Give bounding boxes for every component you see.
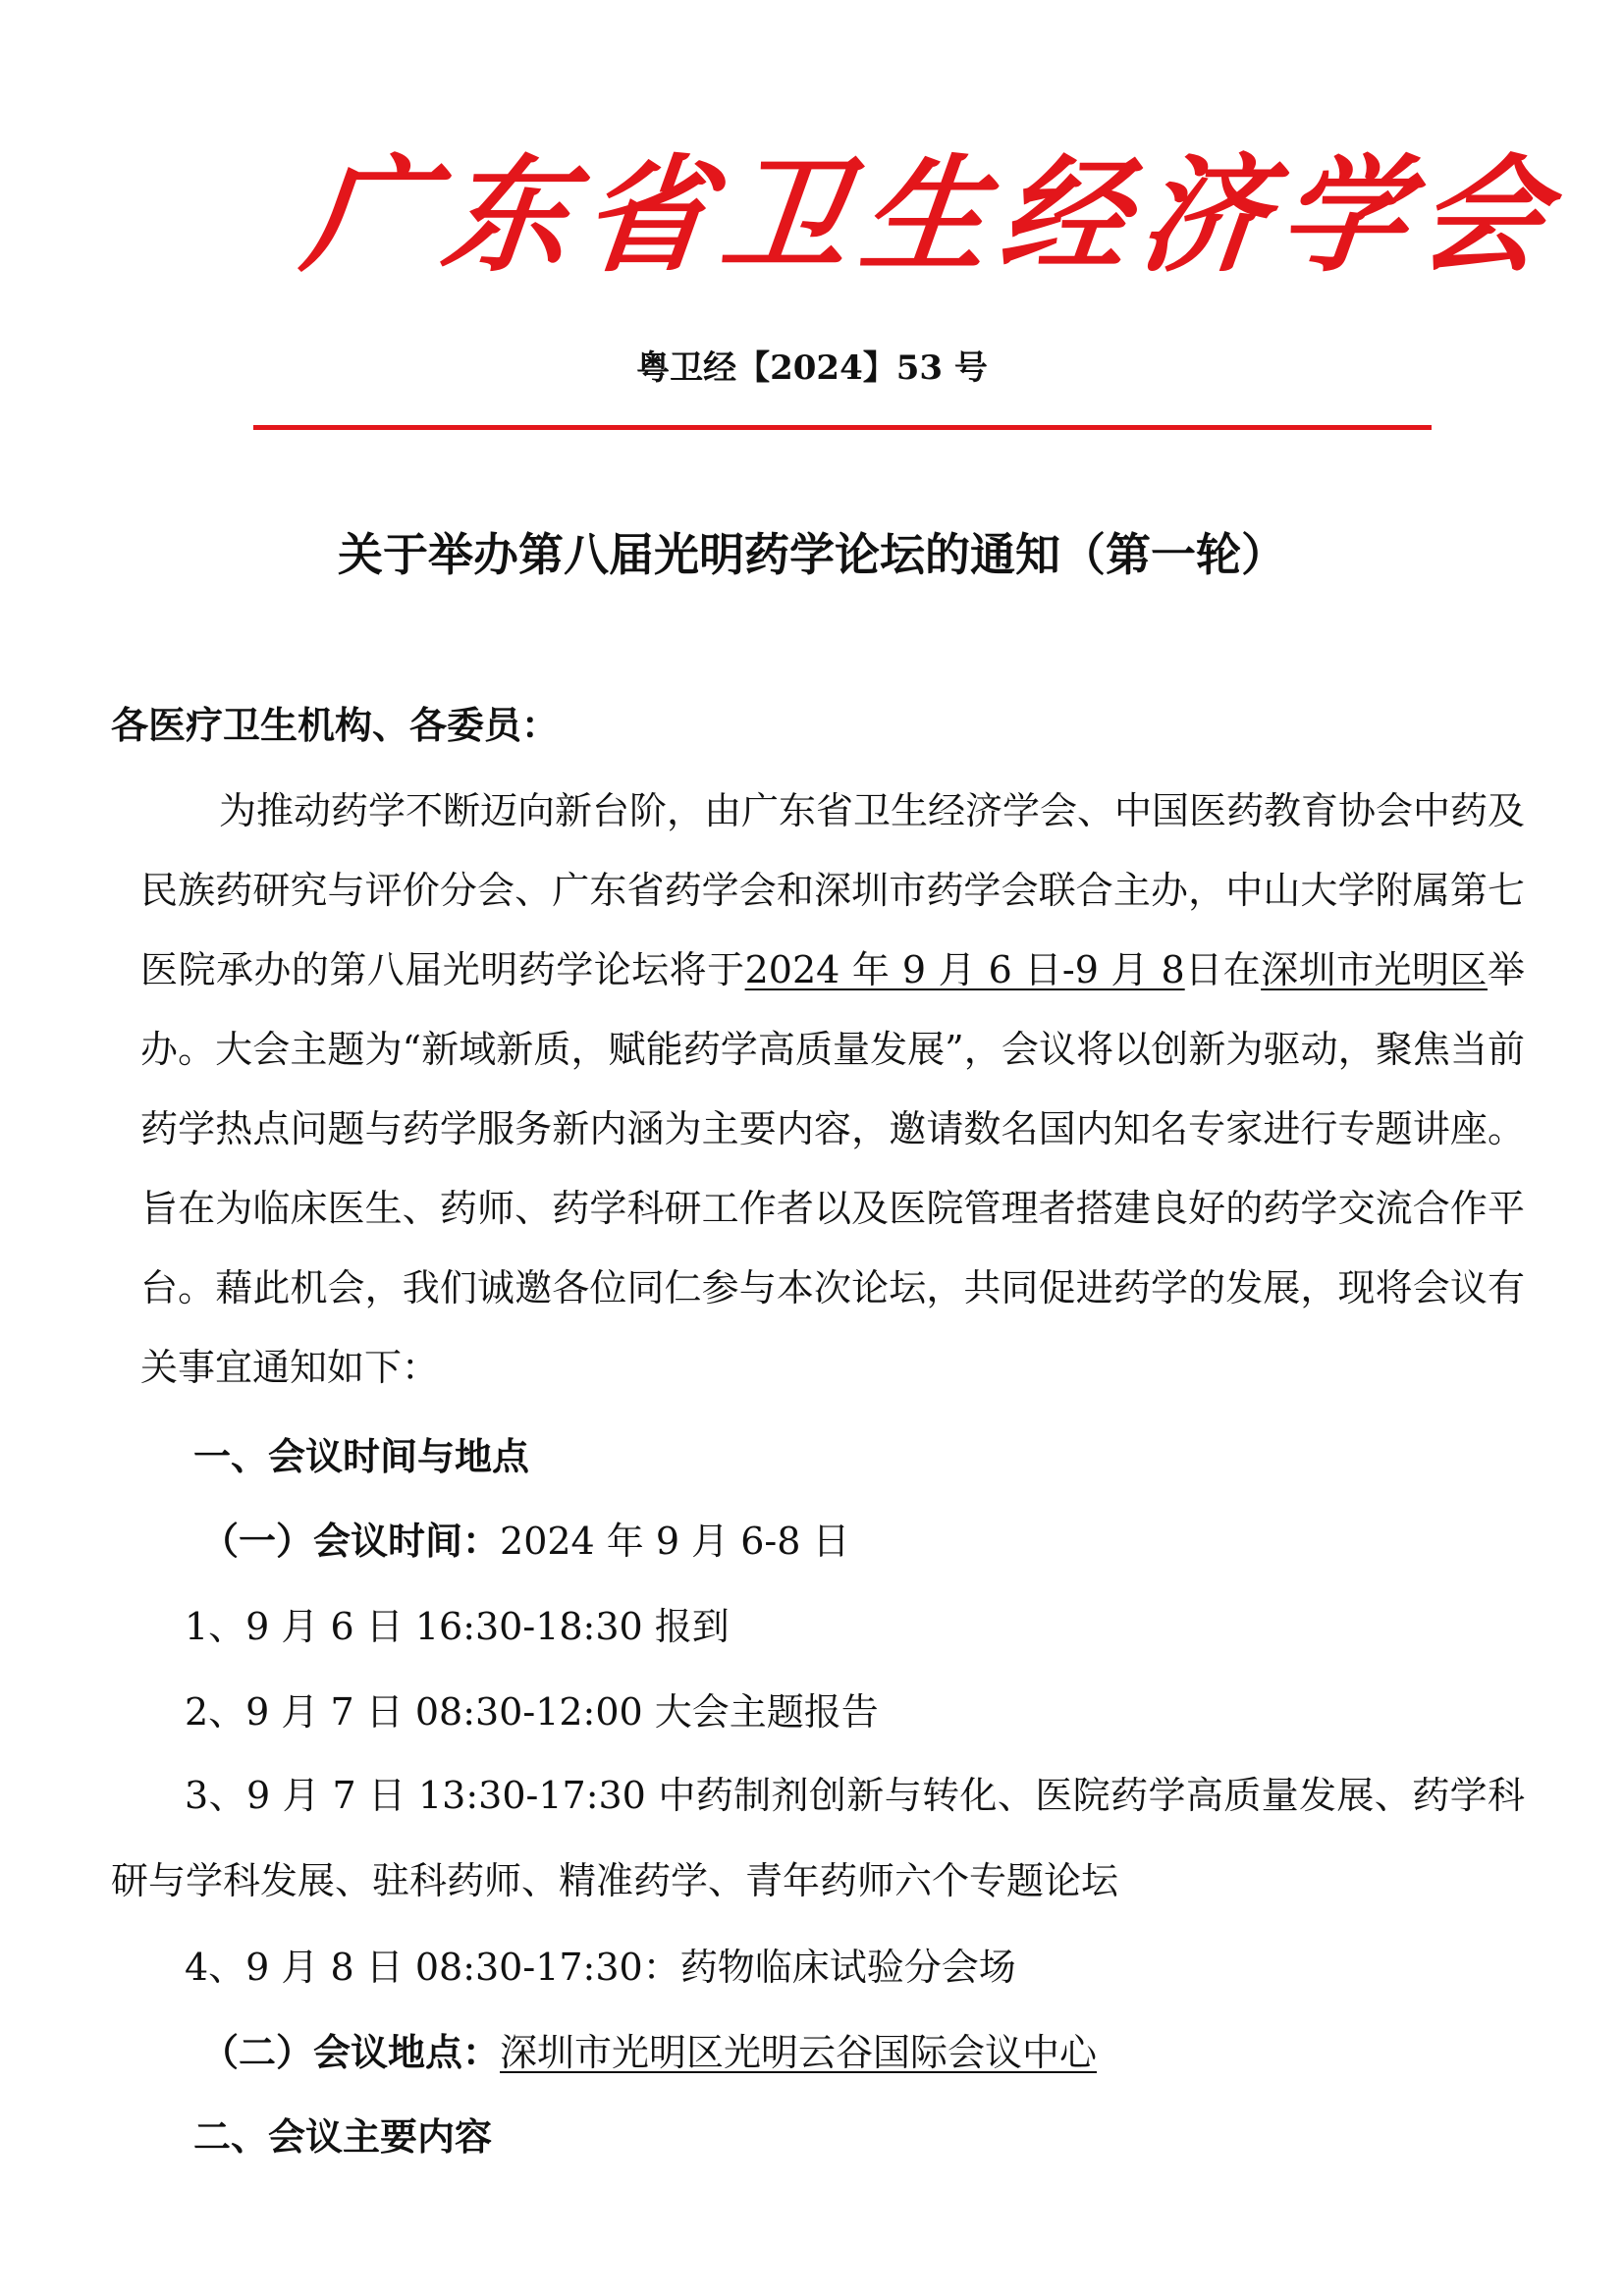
meeting-time-value: 2024 年 9 月 6-8 日 <box>500 1520 850 1563</box>
schedule-item: 3、9 月 7 日 13:30-17:30 中药制剂创新与转化、医院药学高质量发展、药学科研与学科发展、驻科药师、精准药学、青年药师六个专题论坛 <box>111 1774 1525 1902</box>
intro-text-b: 日在 <box>1184 948 1262 991</box>
intro-text-a: 为推动药学不断迈向新台阶，由广东省卫生经济学会、中国医药教育协会中药及民族药研究与评价分会、广东省药学会和深圳市药学会联合主办，中山大学附属第七医院承办的第八届光明药学论坛将于 <box>140 789 1526 991</box>
schedule-item: 4、9 月 8 日 08:30-17:30：药物临床试验分会场 <box>185 1946 1016 1989</box>
event-date: 2024 年 9 月 6 日-9 月 8 <box>744 948 1185 991</box>
document-number: 粤卫经【2024】53 号 <box>636 348 988 388</box>
meeting-venue-line <box>201 2024 1097 2081</box>
meeting-venue-value: 深圳市光明区光明云谷国际会议中心 <box>500 2031 1098 2074</box>
red-divider <box>253 425 1432 430</box>
meeting-time-label: （一）会议时间： <box>201 1519 501 1563</box>
meeting-time-line <box>201 1513 850 1570</box>
salutation: 各医疗卫生机构、各委员： <box>111 703 560 747</box>
schedule-item: 2、9 月 7 日 08:30-12:00 大会主题报告 <box>185 1690 879 1734</box>
meeting-venue-label: （二）会议地点： <box>201 2030 501 2074</box>
document-title: 关于举办第八届光明药学论坛的通知（第一轮） <box>338 528 1286 581</box>
section-heading-main-content: 二、会议主要内容 <box>193 2114 493 2159</box>
schedule-item: 1、9 月 6 日 16:30-18:30 报到 <box>185 1605 730 1648</box>
event-location: 深圳市光明区 <box>1261 948 1488 991</box>
intro-text-c: 举办。大会主题为“新域新质，赋能药学高质量发展”，会议将以创新为驱动，聚焦当前药学热点问题与药学服务新内涵为主要内容，邀请数名国内知名专家进行专题讲座。旨在为临床医生、药师、药学科研工作者以及医院管理者搭建良好的药学交流合作平台。藉此机会，我们诚邀各位同仁参与本次论坛，共同促进药学的发展，现将会议有关事宜通知如下： <box>140 948 1525 1389</box>
section-heading-time-place: 一、会议时间与地点 <box>193 1434 530 1478</box>
organization-logo: 广东省卫生经济学会 <box>297 142 1567 290</box>
intro-paragraph <box>140 772 1525 1408</box>
